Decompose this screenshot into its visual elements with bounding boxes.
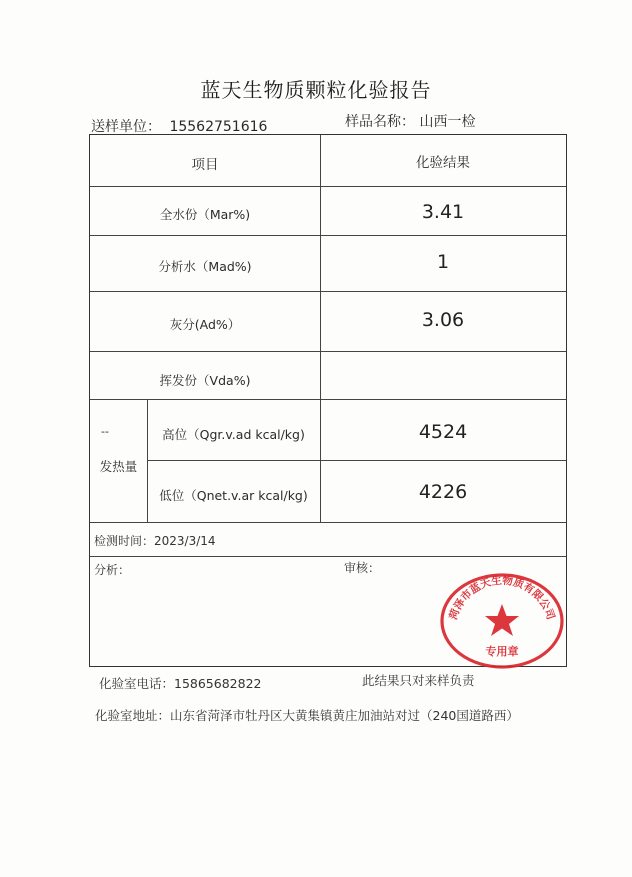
lab-address: 化验室地址：山东省菏泽市牡丹区大黄集镇黄庄加油站对过（240国道路西） (95, 708, 519, 723)
row-label-mad: 分析水（Mad%) (158, 259, 252, 274)
row-divider (90, 522, 566, 523)
row-divider (90, 291, 566, 292)
test-time: 检测时间：2023/3/14 (94, 534, 216, 548)
stamp-star-icon (485, 604, 519, 636)
row-divider (90, 186, 566, 187)
row-value-mar: 3.41 (421, 201, 465, 223)
heat-dash: -- (101, 425, 109, 438)
row-divider (90, 235, 566, 236)
review-label: 审核： (344, 561, 381, 575)
header-item: 项目 (191, 157, 219, 173)
heat-low-value: 4226 (418, 481, 468, 503)
sample-value: 山西一检 (419, 114, 476, 130)
sender-field (91, 116, 267, 136)
row-label-vda: 挥发份（Vda%) (159, 373, 251, 388)
row-value-ad: 3.06 (421, 309, 465, 331)
sender-value: 15562751616 (169, 119, 268, 135)
row-divider (90, 556, 566, 557)
sender-label: 送样单位： (91, 119, 161, 135)
sample-field (345, 111, 475, 131)
stamp-arc-text: 菏泽市蓝天生物质有限公司 (447, 574, 557, 622)
stamp-bottom-text: 专用章 (485, 645, 519, 658)
row-label-ad: 灰分(Ad%） (169, 317, 241, 332)
header-result: 化验结果 (416, 155, 470, 171)
official-stamp (437, 569, 567, 669)
row-value-mad: 1 (436, 251, 450, 273)
row-label-mar: 全水份（Mar%) (159, 207, 251, 222)
heat-low-label: 低位（Qnet.v.ar kcal/kg) (159, 488, 308, 503)
report-title: 蓝天生物质颗粒化验报告 (200, 78, 432, 102)
analysis-label: 分析： (94, 563, 131, 577)
lab-phone: 化验室电话：15865682822 (99, 676, 262, 691)
row-divider (147, 460, 566, 461)
sample-label: 样品名称： (345, 114, 415, 130)
row-divider (90, 351, 566, 352)
disclaimer: 此结果只对来样负责 (362, 673, 475, 688)
heat-group-label: 发热量 (99, 459, 138, 474)
heat-high-value: 4524 (418, 421, 468, 443)
heat-high-label: 高位（Qgr.v.ad kcal/kg) (162, 427, 305, 442)
row-divider (90, 399, 566, 400)
